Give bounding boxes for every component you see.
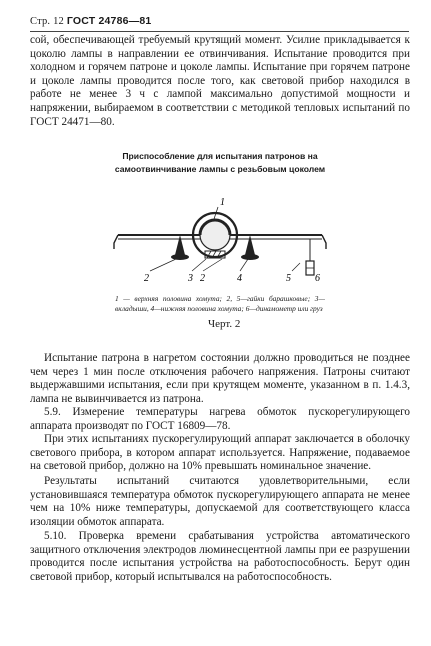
figure-label-6: 6 <box>315 273 320 284</box>
wing-nut-left-icon <box>175 235 185 255</box>
left-end-hook <box>114 235 118 249</box>
wing-nut-left-wings <box>171 254 189 260</box>
wing-nut-right-icon <box>245 235 255 255</box>
page-number: Стр. 12 <box>30 16 64 27</box>
figure-label-4: 4 <box>237 273 242 284</box>
paragraph-intro: сой, обеспечивающей требуемый крутящий момент. Усилие прикладывается к цоколю лампы в направлении ее отвинчивания. Испытание проводится при холодном и горячем патроне и цоколе лампы. Испытание при горячем патроне и цоколе лампы проводится после того, как световой прибор находился в работе не менее 3 ч с лампой максимально допустимой мощности и напряжении, выбираемом в соответствии с методикой тепловых испытаний по ГОСТ 24471—80. <box>30 34 410 128</box>
figure-label-2-left: 2 <box>144 273 149 284</box>
figure-caption: Черт. 2 <box>208 318 241 330</box>
paragraph-5-9: 5.9. Измерение температуры нагрева обмоток пускорегулирующего аппарата производят по ГОСТ 16809—78. <box>30 406 410 432</box>
header-rule <box>30 31 409 32</box>
paragraph-results: Результаты испытаний считаются удовлетворительными, если установившаяся температура обмоток пускорегулирующего аппарата не менее чем на 10% ниже температуры, допускаемой для соответствующего класса изоляции обмоток аппарата. <box>30 475 410 528</box>
wing-nut-right-wings <box>241 254 259 260</box>
paragraph-enclosure: При этих испытаниях пускорегулирующий аппарат заключается в оболочку светового прибора, в котором аппарат используется. Напряжение, подаваемое на световой прибор, должно на 10% превышать номинальное значение. <box>30 433 410 473</box>
right-end-hook <box>322 235 326 249</box>
figure-label-2: 2 <box>200 273 205 284</box>
clamp-fixture-drawing <box>110 193 330 288</box>
figure-label-5: 5 <box>286 273 291 284</box>
paragraph-hot-test: Испытание патрона в нагретом состоянии должно проводиться не позднее чем через 1 мин после отключения рабочего напряжения. Патроны считают выдержавшими испытания, если при крутящем моменте, указанном в п. 1.4.3, лампа не вывинчивается из патрона. <box>30 352 410 405</box>
figure-legend: 1 — верхняя половина хомута; 2, 5—гайки барашковые; 3—вкладыши, 4—нижняя половина хомута; 6—динамометр или груз <box>115 294 325 313</box>
document-code: ГОСТ 24786—81 <box>66 15 152 27</box>
figure-title: Приспособление для испытания патронов на самоотвинчивание лампы с резьбовым цоколем <box>114 151 326 174</box>
paragraph-5-10: 5.10. Проверка времени срабатывания устройства автоматического защитного отключения электродов люминесцентной лампы при ее разрушении проводится после испытания устройства на работоспособность. Берут один световой прибор, который испытывался на работоспособность. <box>30 530 410 583</box>
page-header <box>30 15 151 27</box>
figure-label-3: 3 <box>188 273 193 284</box>
figure-drawing <box>110 193 330 288</box>
figure-label-1: 1 <box>220 197 225 208</box>
